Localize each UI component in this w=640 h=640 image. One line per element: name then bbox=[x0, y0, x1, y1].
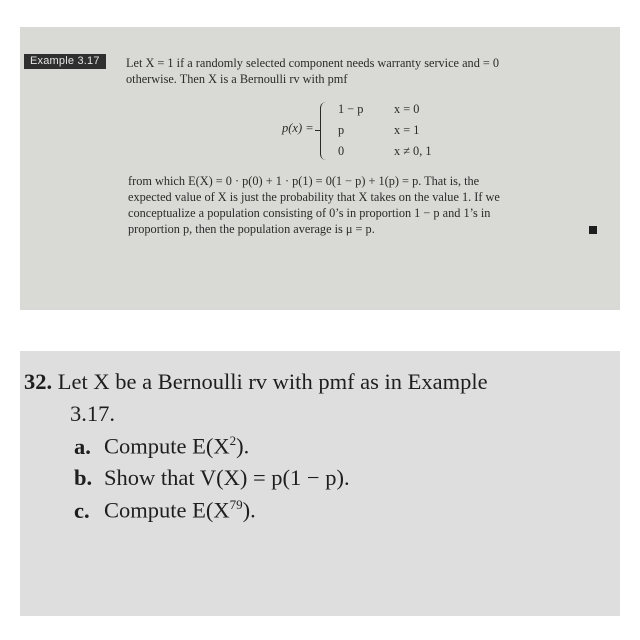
part-text-end: ). bbox=[236, 433, 250, 459]
problem-part-b bbox=[74, 465, 350, 491]
part-text: Compute E(X bbox=[104, 497, 230, 523]
example-label: Example 3.17 bbox=[24, 54, 106, 69]
problem-stem-line1: Let X be a Bernoulli rv with pmf as in Example bbox=[57, 369, 488, 394]
problem-number: 32. bbox=[24, 369, 53, 394]
part-exponent: 79 bbox=[229, 497, 243, 512]
problem-part-c bbox=[74, 497, 256, 524]
part-text: Show that V(X) = p(1 − p). bbox=[104, 465, 350, 490]
pmf-condition: x = 1 bbox=[394, 123, 420, 137]
body-line: expected value of X is just the probability that X takes on the value 1. If we bbox=[128, 190, 500, 204]
problem-stem bbox=[24, 369, 488, 395]
pmf-brace bbox=[320, 102, 327, 160]
problem-part-a bbox=[74, 433, 249, 460]
pmf-value: 0 bbox=[338, 144, 345, 158]
pmf-value: p bbox=[338, 123, 345, 137]
intro-line: Let X = 1 if a randomly selected component needs warranty service and = 0 bbox=[126, 56, 500, 70]
part-label: a. bbox=[74, 433, 91, 459]
part-text-end: ). bbox=[242, 497, 256, 523]
problem-stem-line2: 3.17. bbox=[70, 401, 115, 426]
pmf-brace-tip bbox=[315, 130, 321, 131]
pmf-value: 1 − p bbox=[338, 102, 364, 116]
body-line: proportion p, then the population average is μ = p. bbox=[128, 222, 375, 236]
problem-card bbox=[20, 351, 620, 616]
example-body bbox=[128, 173, 600, 237]
part-label: c. bbox=[74, 497, 90, 523]
body-line: from which E(X) = 0 · p(0) + 1 · p(1) = 0(1 − p) + 1(p) = p. That is, the bbox=[128, 174, 480, 188]
body-line: conceptualize a population consisting of 0’s in proportion 1 − p and 1’s in bbox=[128, 206, 491, 220]
part-text: Compute E(X bbox=[104, 433, 230, 459]
pmf-lhs: p(x) = bbox=[282, 121, 314, 135]
part-exponent: 2 bbox=[229, 433, 237, 448]
example-card bbox=[20, 27, 620, 310]
intro-line: otherwise. Then X is a Bernoulli rv with pmf bbox=[126, 72, 348, 86]
part-label: b. bbox=[74, 465, 93, 490]
pmf-condition: x = 0 bbox=[394, 102, 420, 116]
example-intro bbox=[126, 55, 608, 87]
end-of-example-square bbox=[589, 226, 597, 234]
pmf-condition: x ≠ 0, 1 bbox=[394, 144, 432, 158]
